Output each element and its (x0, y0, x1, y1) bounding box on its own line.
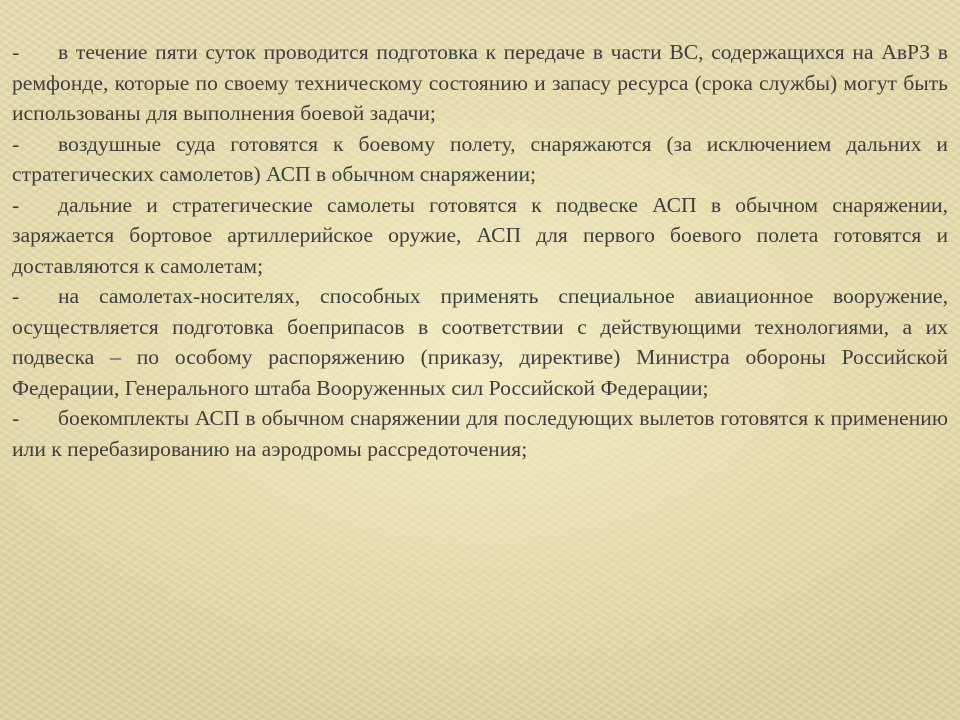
list-item-text: на самолетах-носителях, способных применять специальное авиационное вооружение, осуществляется подготовка боеприпасов в соответствии с действующими технологиями, а их подвеска – по особому распоряжению (приказу, директиве) Министра обороны Российской Федерации, Генерального штаба Вооруженных сил Российской Федерации; (12, 284, 948, 400)
list-marker: - (12, 131, 20, 156)
list-marker: - (12, 40, 20, 64)
list-item (12, 190, 948, 282)
list-item (12, 37, 948, 129)
list-marker: - (12, 406, 20, 430)
list-item (12, 281, 948, 403)
list-marker: - (12, 192, 20, 217)
list-item (12, 129, 948, 190)
list-marker: - (12, 284, 20, 308)
list-item-text: боекомплекты АСП в обычном снаряжении для последующих вылетов готовятся к применению или к перебазированию на аэродромы рассредоточения; (12, 406, 948, 461)
list-item-text: воздушные суда готовятся к боевому полету, снаряжаются (за исключением дальних и стратегических самолетов) АСП в обычном снаряжении; (12, 131, 948, 186)
slide-body (12, 37, 948, 464)
list-item-text: в течение пяти суток проводится подготовка к передаче в части ВС, содержащихся на АвРЗ в ремфонде, которые по своему техническому состоянию и запасу ресурса (срока службы) могут быть использованы для выполнения боевой задачи; (12, 40, 948, 125)
list-item-text: дальние и стратегические самолеты готовятся к подвеске АСП в обычном снаряжении, заряжается бортовое артиллерийское оружие, АСП для первого боевого полета готовятся и доставляются к самолетам; (12, 192, 948, 278)
list-item (12, 403, 948, 464)
